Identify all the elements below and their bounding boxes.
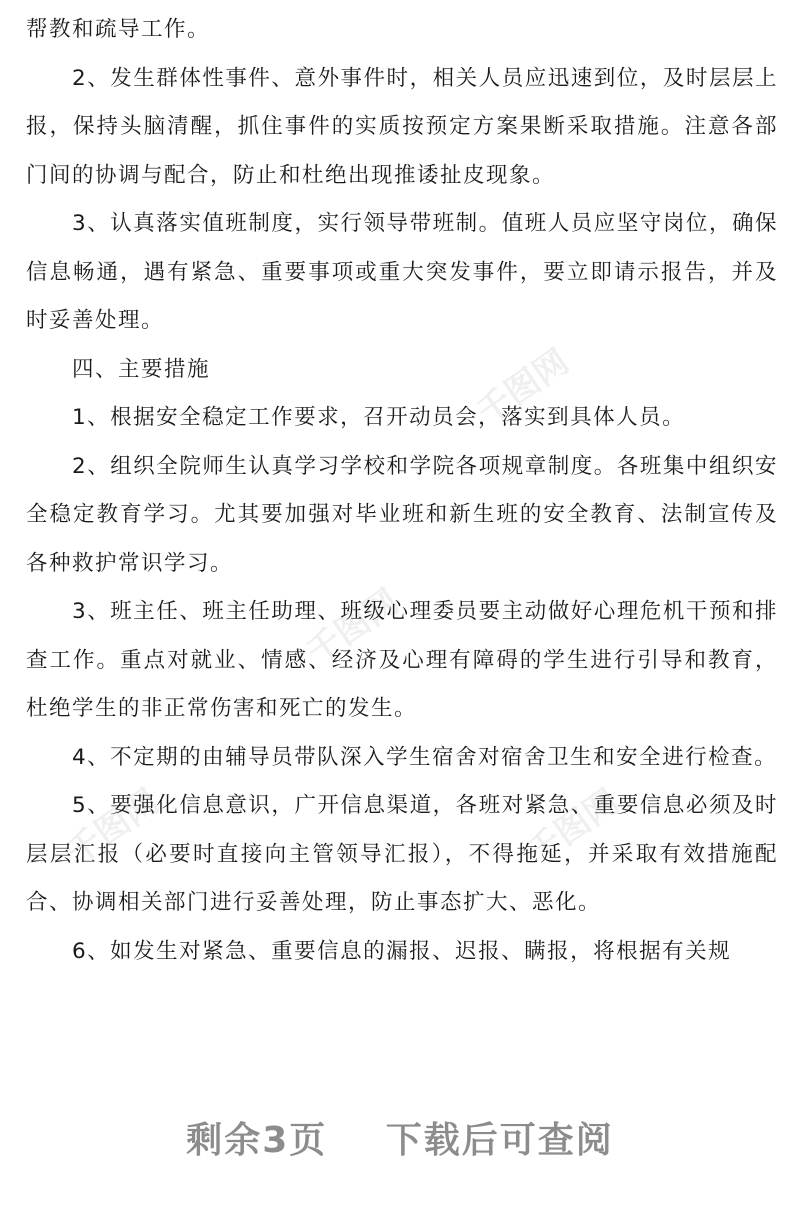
- download-to-view-label: 下载后可查阅: [385, 1120, 614, 1161]
- paragraph: 3、认真落实值班制度，实行领导带班制。值班人员应坚守岗位，确保信息畅通，遇有紧急、重要事项或重大突发事件，要立即请示报告，并及时妥善处理。: [26, 211, 778, 333]
- section-heading: 四、主要措施: [72, 356, 211, 382]
- watermark-text: 千图网: [469, 341, 577, 434]
- remaining-pages-notice[interactable]: [0, 1112, 800, 1163]
- watermark-text: 千图网: [299, 581, 407, 674]
- paragraph: 6、如发生对紧急、重要信息的漏报、迟报、瞒报，将根据有关规: [72, 938, 732, 964]
- paragraph: 2、组织全院师生认真学习学校和学院各项规章制度。各班集中组织安全稳定教育学习。尤其要加强对毕业班和新生班的安全教育、法制宣传及各种救护常识学习。: [26, 453, 778, 576]
- paragraph: 2、发生群体性事件、意外事件时，相关人员应迅速到位，及时层层上报，保持头脑清醒，抓住事件的实质按预定方案果断采取措施。注意各部门间的协调与配合，防止和杜绝出现推诿扯皮现象。: [26, 65, 778, 188]
- watermark-text: 千图网: [59, 781, 167, 874]
- paragraph: 3、班主任、班主任助理、班级心理委员要主动做好心理危机干预和排查工作。重点对就业、情感、经济及心理有障碍的学生进行引导和教育，杜绝学生的非正常伤害和死亡的发生。: [26, 599, 778, 721]
- remaining-pages-label: 剩余3页: [186, 1120, 328, 1161]
- paragraph: 5、要强化信息意识，广开信息渠道，各班对紧急、重要信息必须及时层层汇报（必要时直接向主管领导汇报），不得拖延，并采取有效措施配合、协调相关部门进行妥善处理，防止事态扩大、恶化。: [26, 793, 778, 915]
- watermark-text: 千图网: [519, 781, 627, 874]
- paragraph: 1、根据安全稳定工作要求，召开动员会，落实到具体人员。: [72, 405, 686, 430]
- paragraph: 帮教和疏导工作。: [26, 17, 211, 42]
- document-body: [26, 6, 778, 976]
- paragraph: 4、不定期的由辅导员带队深入学生宿舍对宿舍卫生和安全进行检查。: [72, 744, 778, 770]
